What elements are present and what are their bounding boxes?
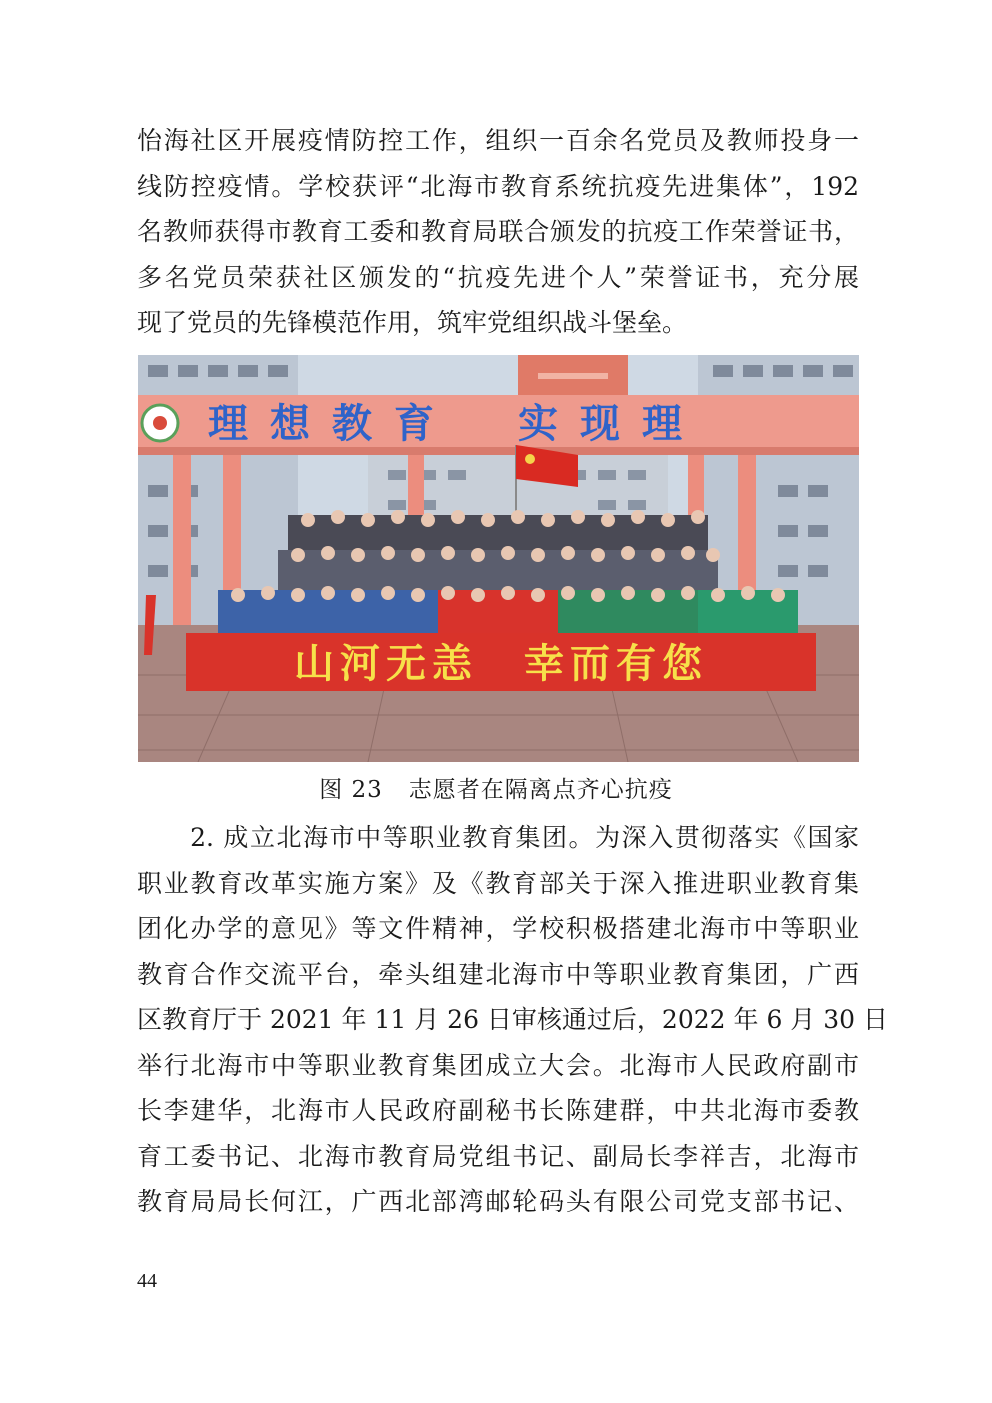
text-line: 2. 成立北海市中等职业教育集团。为深入贯彻落实《国家 xyxy=(137,823,859,852)
text-line: 多名党员荣获社区颁发的“抗疫先进个人”荣誉证书，充分展 xyxy=(137,262,859,292)
figure-caption xyxy=(0,771,992,804)
paragraph-2 xyxy=(137,815,889,1225)
text-line: 育工委书记、北海市教育局党组书记、副局长李祥吉，北海市 xyxy=(137,1141,859,1171)
text-line: 线防控疫情。学校获评“北海市教育系统抗疫先进集体”，192 xyxy=(137,171,859,201)
text-line: 团化办学的意见》等文件精神，学校积极搭建北海市中等职业 xyxy=(137,914,859,943)
text-line: 教育局局长何江，广西北部湾邮轮码头有限公司党支部书记、 xyxy=(137,1187,859,1216)
text-line: 现了党员的先锋模范作用，筑牢党组织战斗堡垒。 xyxy=(137,308,688,337)
text-line: 举行北海市中等职业教育集团成立大会。北海市人民政府副市 xyxy=(137,1050,859,1080)
text-line: 怡海社区开展疫情防控工作，组织一百余名党员及教师投身一 xyxy=(137,126,859,155)
text-line: 职业教育改革实施方案》及《教育部关于深入推进职业教育集 xyxy=(137,868,859,898)
text-line: 长李建华，北海市人民政府副秘书长陈建群，中共北海市委教 xyxy=(137,1096,859,1125)
figure-number: 图 23 xyxy=(319,777,383,803)
paragraph-1 xyxy=(137,118,859,346)
text-line: 名教师获得市教育工委和教育局联合颁发的抗疫工作荣誉证书， xyxy=(137,217,859,246)
text-line: 区教育厅于 2021 年 11 月 26 日审核通过后，2022 年 6 月 30 日 xyxy=(137,1005,889,1034)
figure-caption-text: 志愿者在隔离点齐心抗疫 xyxy=(408,777,673,803)
gate-sign-text: 理想教育 实现理 xyxy=(208,401,704,447)
banner-text: 山河无恙 幸而有您 xyxy=(294,641,708,687)
text-line: 教育合作交流平台，牵头组建北海市中等职业教育集团，广西 xyxy=(137,959,859,989)
group-photo xyxy=(138,355,859,762)
page-number: 44 xyxy=(137,1270,157,1292)
